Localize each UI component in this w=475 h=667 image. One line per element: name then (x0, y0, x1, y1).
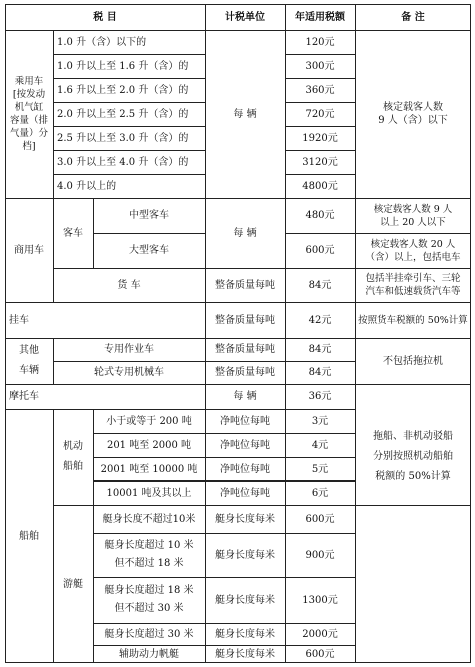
note-cell: 核定载客人数 9 人 以上 20 人以下 (373, 203, 453, 228)
unit-cell: 艇身长度每米 (215, 628, 275, 640)
rate-cell: 300元 (305, 60, 335, 72)
passenger-car-label: 乘用车 [按发动 机气缸 容量（排 气量）分 档] (9, 76, 48, 152)
table-row: 2001 吨至 10000 吨 (100, 463, 198, 475)
truck-label: 货 车 (117, 279, 141, 291)
header-rate: 年适用税额 (295, 11, 345, 23)
table-row: 中型客车 (129, 210, 169, 221)
table-row: 201 吨至 2000 吨 (106, 439, 192, 451)
rate-cell: 720元 (305, 108, 335, 120)
rate-cell: 1920元 (302, 132, 338, 144)
header-item: 税 目 (93, 11, 117, 23)
commercial-vehicle-label: 商用车 (14, 244, 44, 256)
yacht-label: 游艇 (63, 578, 83, 590)
table-row: 艇身长度超过 10 米 但不超过 18 米 (104, 540, 194, 569)
bus-unit: 每 辆 (233, 227, 257, 239)
ship-label: 船舶 (19, 530, 39, 542)
unit-cell: 净吨位每吨 (220, 415, 270, 427)
vehicle-ship-tax-table (5, 4, 471, 663)
table-row: 轮式专用机械车 (94, 367, 164, 378)
other-vehicle-label: 其他 车辆 (19, 345, 39, 376)
unit-cell: 艇身长度每米 (215, 594, 275, 606)
rate-cell: 84元 (308, 344, 332, 355)
rate-cell: 360元 (305, 84, 335, 96)
note-cell: 核定载客人数 20 人 （含）以上，包括电车 (365, 238, 461, 263)
truck-note: 包括半挂牵引车、三轮 汽车和低速载货汽车等 (365, 273, 461, 297)
motorcycle-unit: 每 辆 (233, 391, 257, 402)
bus-label: 客车 (63, 227, 83, 239)
trailer-rate: 42元 (308, 314, 332, 326)
rate-cell: 4元 (311, 439, 329, 451)
rate-cell: 3元 (311, 415, 329, 427)
unit-cell: 整备质量每吨 (215, 367, 275, 378)
table-row: 3.0 升以上至 4.0 升（含）的 (57, 156, 189, 168)
rate-cell: 600元 (305, 648, 335, 660)
table-row: 艇身长度超过 30 米 (104, 628, 194, 640)
other-note: 不包括拖拉机 (383, 355, 443, 367)
unit-cell: 净吨位每吨 (220, 463, 270, 475)
motorcycle-rate: 36元 (308, 391, 332, 402)
table-row: 1.0 升以上至 1.6 升（含）的 (57, 60, 189, 72)
rate-cell: 120元 (305, 36, 335, 48)
table-row: 10001 吨及其以上 (106, 487, 192, 499)
trailer-label: 挂车 (9, 314, 29, 326)
unit-cell: 净吨位每吨 (220, 439, 270, 451)
unit-cell: 整备质量每吨 (215, 344, 275, 355)
rate-cell: 900元 (305, 549, 335, 561)
rate-cell: 600元 (305, 513, 335, 525)
rate-cell: 480元 (305, 210, 335, 221)
rate-cell: 4800元 (302, 180, 338, 192)
rate-cell: 3120元 (302, 156, 338, 168)
motorcycle-label: 摩托车 (9, 391, 39, 402)
table-row: 2.5 升以上至 3.0 升（含）的 (57, 132, 189, 144)
unit-cell: 净吨位每吨 (220, 487, 270, 499)
motor-ship-note: 拖船、非机动驳船 分别按照机动船舶 税额的 50%计算 (373, 431, 453, 482)
table-row: 艇身长度不超过10米 (102, 513, 196, 525)
unit-cell: 艇身长度每米 (215, 648, 275, 660)
table-row: 1.0 升（含）以下的 (57, 36, 147, 48)
rate-cell: 84元 (308, 367, 332, 378)
trailer-note: 按照货车税额的 50%计算 (358, 314, 468, 326)
truck-unit: 整备质量每吨 (215, 279, 275, 291)
table-row: 2.0 升以上至 2.5 升（含）的 (57, 108, 189, 120)
header-note: 备 注 (401, 11, 425, 23)
table-row: 4.0 升以上的 (57, 180, 117, 192)
table-row: 大型客车 (129, 245, 169, 256)
table-row: 小于或等于 200 吨 (106, 415, 192, 427)
rate-cell: 1300元 (302, 594, 338, 606)
table-row: 专用作业车 (104, 344, 154, 355)
passenger-note: 核定载客人数 9 人（含）以下 (378, 102, 448, 126)
trailer-unit: 整备质量每吨 (215, 314, 275, 326)
header-unit: 计税单位 (225, 11, 265, 23)
table-row: 辅助动力帆艇 (119, 648, 179, 660)
rate-cell: 600元 (305, 245, 335, 256)
rate-cell: 2000元 (302, 628, 338, 640)
table-row: 艇身长度超过 18 米 但不超过 30 米 (104, 585, 194, 614)
unit-cell: 艇身长度每米 (215, 549, 275, 561)
motor-ship-label: 机动 船舶 (63, 441, 83, 472)
table-row: 1.6 升以上至 2.0 升（含）的 (57, 84, 189, 96)
passenger-unit: 每 辆 (233, 108, 257, 120)
truck-rate: 84元 (308, 279, 332, 291)
rate-cell: 5元 (311, 463, 329, 475)
rate-cell: 6元 (311, 487, 329, 499)
unit-cell: 艇身长度每米 (215, 513, 275, 525)
